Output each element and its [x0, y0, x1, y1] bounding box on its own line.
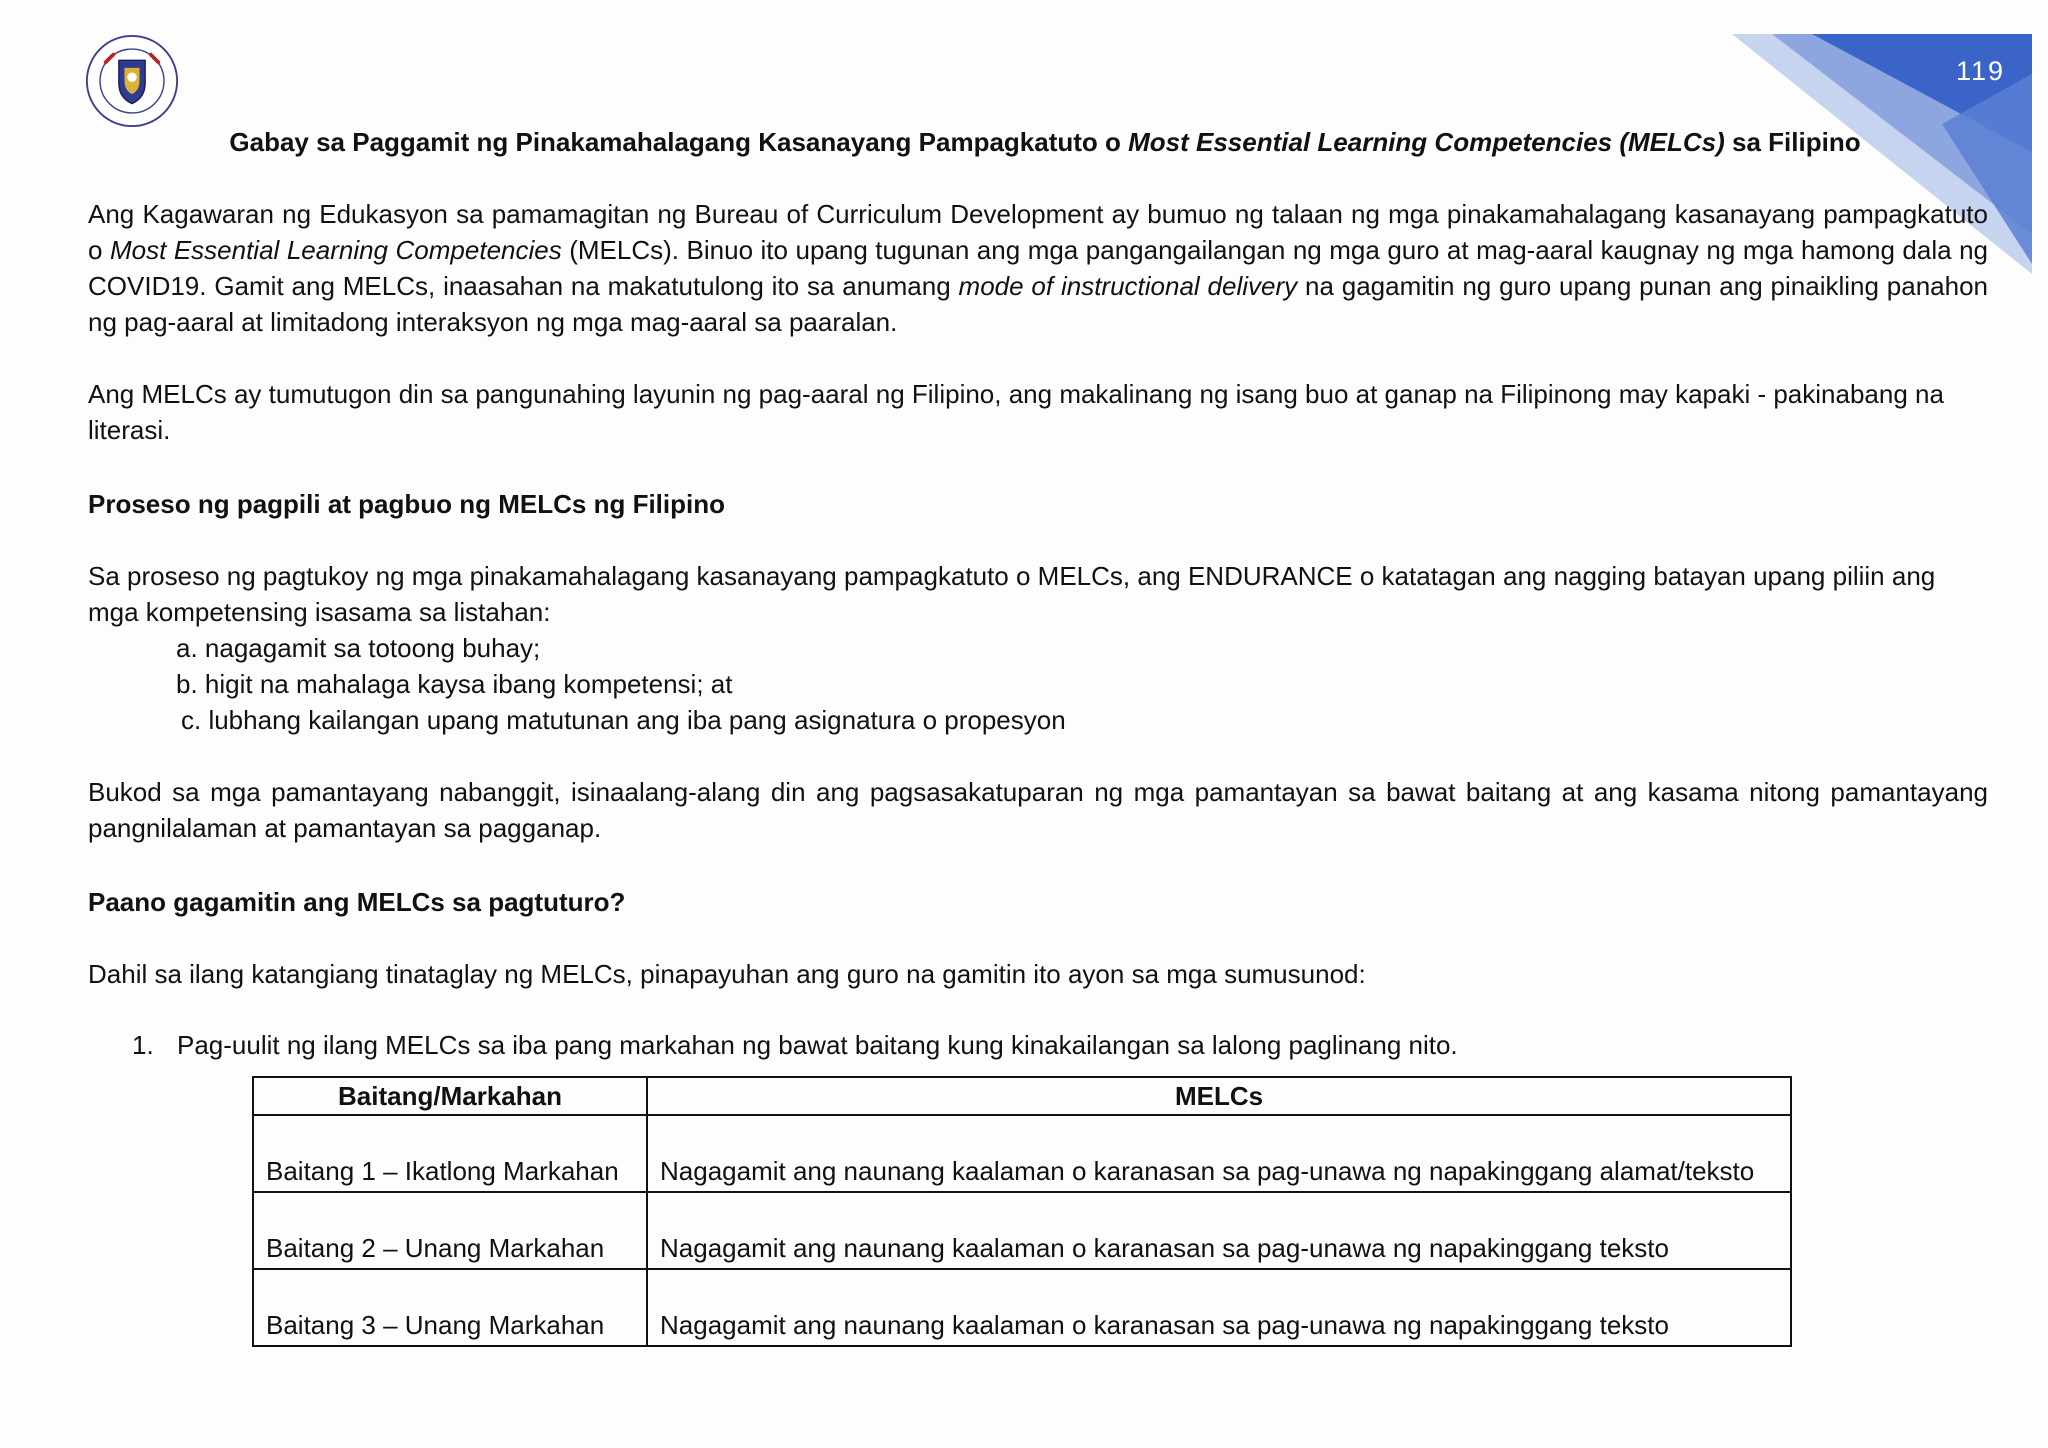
intro-text-1: Ang Kagawaran ng Edukasyon sa pamamagitan ng Bureau of Curriculum Development ay bumuo ng talaan ng mga pinakamahalagang kasanayang pampagkatuto o — [88, 199, 1988, 265]
intro-text-3: na gagamitin ng guro upang punan ang pinaikling panahon ng pag-aaral at limitadong interaksyon ng mga mag-aaral sa paaralan. — [88, 271, 1989, 337]
item-text: Pag-uulit ng ilang MELCs sa iba pang markahan ng bawat baitang kung kinakailangan sa lalong paglinang nito. — [177, 1030, 1458, 1060]
section-heading-usage: Paano gagamitin ang MELCs sa pagtuturo? — [88, 887, 626, 917]
document-title — [150, 124, 1940, 160]
criteria-item: b. higit na mahalaga kaysa ibang kompetensi; at — [176, 669, 733, 699]
deped-seal-icon — [85, 34, 179, 128]
page-number: 119 — [1956, 56, 2006, 86]
endurance-paragraph: Sa proseso ng pagtukoy ng mga pinakamahalagang kasanayang pampagkatuto o MELCs, ang ENDURANCE o katatagan ang nagging batayan upang piliin ang mga kompetensing isasama sa listahan: — [88, 561, 1936, 627]
grade-quarter-cell: Baitang 1 – Ikatlong Markahan — [253, 1115, 647, 1192]
intro-paragraph — [88, 196, 1988, 340]
title-suffix: sa Filipino — [1724, 127, 1861, 157]
melc-cell: Nagagamit ang naunang kaalaman o karanasan sa pag-unawa ng napakinggang teksto — [647, 1269, 1791, 1346]
item-number: 1. — [132, 1030, 154, 1060]
column-header: MELCs — [647, 1077, 1791, 1115]
table-row — [253, 1269, 1791, 1346]
title-text: Gabay sa Paggamit ng Pinakamahalagang Kasanayang Pampagkatuto o — [229, 127, 1129, 157]
intro-text-2: (MELCs). Binuo ito upang tugunan ang mga pangangailangan ng mga guro at mag-aaral kaugnay ng mga hamong dala ng COVID19. Gamit ang MELCs, inaasahan na makatutulong ito sa anumang — [88, 235, 1989, 301]
intro-italic-1: Most Essential Learning Competencies — [109, 235, 562, 265]
column-header: Baitang/Markahan — [253, 1077, 647, 1115]
melc-cell: Nagagamit ang naunang kaalaman o karanasan sa pag-unawa ng napakinggang teksto — [647, 1192, 1791, 1269]
numbered-item — [132, 1027, 1458, 1063]
intro-italic-2: mode of instructional delivery — [958, 271, 1298, 301]
table-row — [253, 1192, 1791, 1269]
table-row — [253, 1115, 1791, 1192]
standards-paragraph: Bukod sa mga pamantayang nabanggit, isinaalang-alang din ang pagsasakatuparan ng mga pamantayan sa bawat baitang at ang kasama nitong pamantayang pangnilalaman at pamantayan sa pagganap. — [88, 777, 1988, 843]
usage-paragraph: Dahil sa ilang katangiang tinataglay ng MELCs, pinapayuhan ang guro na gamitin ito ayon sa mga sumusunod: — [88, 959, 1366, 989]
title-italic: Most Essential Learning Competencies (MELCs) — [1128, 127, 1725, 157]
criteria-item: a. nagagamit sa totoong buhay; — [176, 633, 541, 663]
criteria-item: c. lubhang kailangan upang matutunan ang iba pang asignatura o propesyon — [181, 705, 1066, 735]
section-heading-process: Proseso ng pagpili at pagbuo ng MELCs ng Filipino — [88, 489, 725, 519]
melcs-table — [252, 1076, 1792, 1347]
melc-cell: Nagagamit ang naunang kaalaman o karanasan sa pag-unawa ng napakinggang alamat/teksto — [647, 1115, 1791, 1192]
grade-quarter-cell: Baitang 3 – Unang Markahan — [253, 1269, 647, 1346]
grade-quarter-cell: Baitang 2 – Unang Markahan — [253, 1192, 647, 1269]
literacy-paragraph: Ang MELCs ay tumutugon din sa pangunahing layunin ng pag-aaral ng Filipino, ang makalinang ng isang buo at ganap na Filipinong may kapaki - pakinabang na literasi. — [88, 379, 1944, 445]
table-header-row — [253, 1077, 1791, 1115]
